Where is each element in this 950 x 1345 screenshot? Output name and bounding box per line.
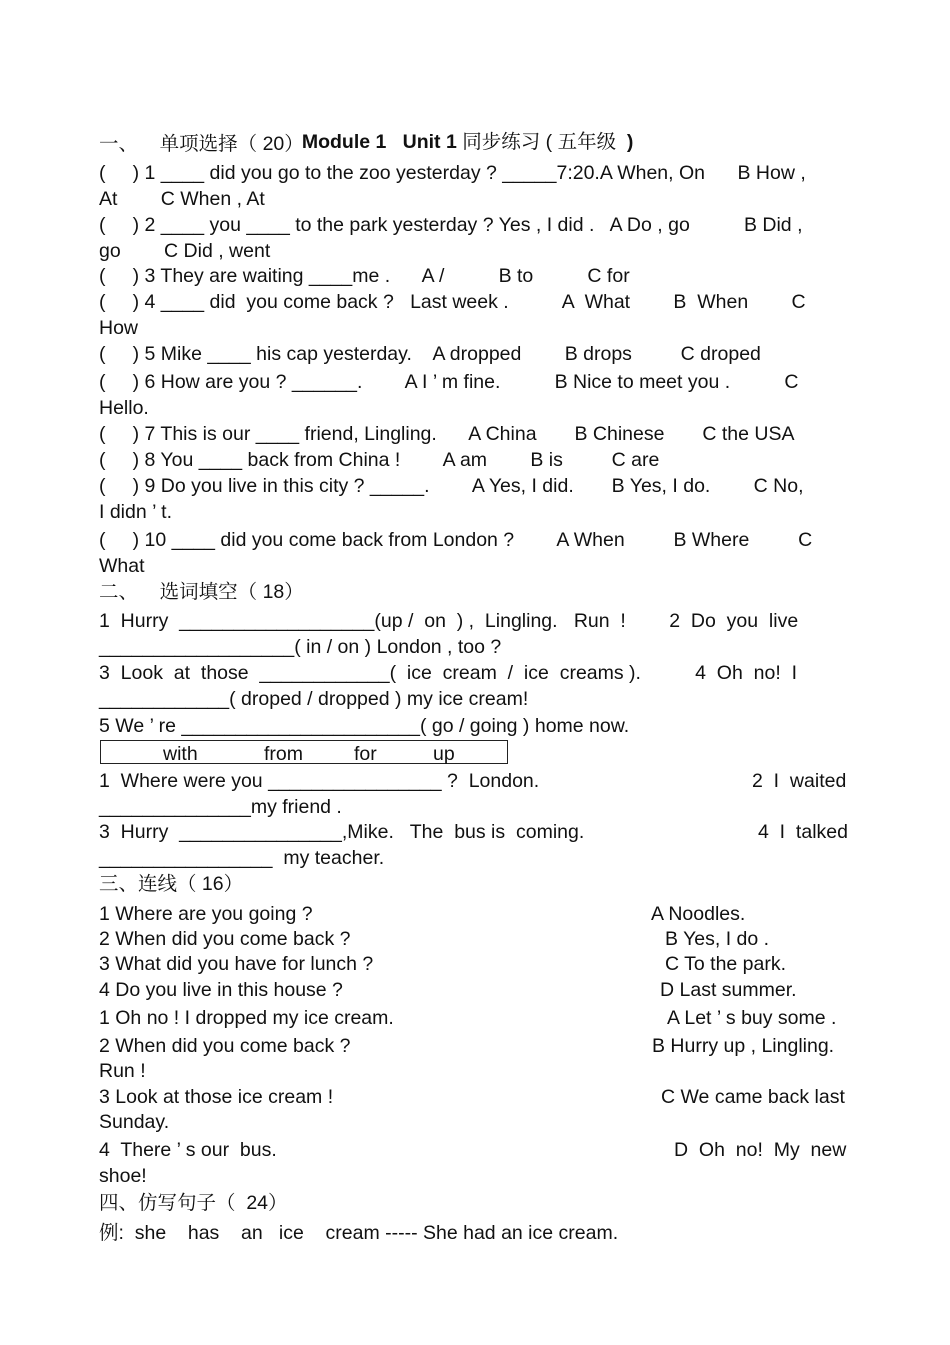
section3-heading: 三、连线（ 16） [99, 873, 244, 895]
match-right: D Oh no! My new [674, 1139, 847, 1161]
match-wrap: Run ! [99, 1060, 146, 1082]
match-left: 2 When did you come back ? [99, 1035, 351, 1057]
fill-line: __________________( in / on ) London , too ? [99, 636, 502, 658]
section2-heading: 二、 选词填空（ 18） [99, 581, 304, 603]
question-line: ( ) 5 Mike ____ his cap yesterday. A dropped B drops C droped [99, 343, 761, 365]
title-close: ) [626, 131, 634, 153]
question-line: ( ) 8 You ____ back from China ! A am B is C are [99, 449, 660, 471]
word-box-item: with [163, 743, 198, 765]
fill-line: 5 We ’ re ______________________( go / going ) home now. [99, 715, 630, 737]
fill-line: 3 Hurry _______________,Mike. The bus is coming. [99, 821, 585, 843]
question-line: ( ) 7 This is our ____ friend, Lingling. A China B Chinese C the USA [99, 423, 795, 445]
match-left: 3 Look at those ice cream ! [99, 1086, 334, 1108]
title-unit: Unit 1 [402, 131, 457, 153]
page-title [291, 106, 633, 154]
word-box-item: up [433, 743, 455, 765]
question-line: How [99, 317, 139, 339]
question-line: ( ) 1 ____ did you go to the zoo yesterday ? _____7:20.A When, On B How , [99, 162, 806, 184]
question-line: ( ) 3 They are waiting ____me . A / B to C for [99, 265, 630, 287]
match-left: 2 When did you come back ? [99, 928, 351, 950]
match-right: A Let ’ s buy some . [667, 1007, 837, 1029]
question-line: go C Did , went [99, 240, 271, 262]
title-grade: 五年级 [557, 131, 617, 153]
title-subtitle: 同步练习 ( [462, 131, 553, 153]
match-right: A Noodles. [651, 903, 746, 925]
question-line: ( ) 2 ____ you ____ to the park yesterday ? Yes , I did . A Do , go B Did , [99, 214, 803, 236]
question-line: ( ) 9 Do you live in this city ? _____. A Yes, I did. B Yes, I do. C No, [99, 475, 804, 497]
example-sentence: 例: she has an ice cream ----- She had an ice cream. [99, 1222, 619, 1244]
match-left: 1 Where are you going ? [99, 903, 313, 925]
fill-line: ______________my friend . [99, 796, 342, 818]
fill-line: 2 I waited [752, 770, 847, 792]
question-line: What [99, 555, 145, 577]
fill-line: 1 Hurry __________________(up / on ) , Lingling. Run ! 2 Do you live [99, 610, 799, 632]
question-line: I didn ’ t. [99, 501, 172, 523]
question-line: ( ) 6 How are you ? ______. A I ’ m fine. B Nice to meet you . C [99, 371, 799, 393]
match-left: 4 There ’ s our bus. [99, 1139, 277, 1161]
question-line: ( ) 10 ____ did you come back from London ? A When B Where C [99, 529, 813, 551]
question-line: At C When , At [99, 188, 265, 210]
match-left: 3 What did you have for lunch ? [99, 953, 374, 975]
fill-line: 3 Look at those ____________( ice cream / ice creams ). 4 Oh no! I [99, 662, 798, 684]
fill-line: ____________( droped / dropped ) my ice cream! [99, 688, 529, 710]
question-line: ( ) 4 ____ did you come back ? Last week . A What B When C [99, 291, 806, 313]
question-line: Hello. [99, 397, 149, 419]
match-left: 1 Oh no ! I dropped my ice cream. [99, 1007, 394, 1029]
match-right: C To the park. [665, 953, 787, 975]
section1-heading: 一、 单项选择（ 20） [99, 133, 304, 155]
section4-heading: 四、仿写句子（ 24） [99, 1192, 288, 1214]
word-box-item: for [354, 743, 377, 765]
fill-line: 4 I talked [758, 821, 848, 843]
word-box [100, 740, 508, 764]
fill-line: ________________ my teacher. [99, 847, 385, 869]
match-right: C We came back last [661, 1086, 845, 1108]
match-wrap: Sunday. [99, 1111, 170, 1133]
match-right: D Last summer. [660, 979, 797, 1001]
match-right: B Yes, I do . [665, 928, 770, 950]
match-left: 4 Do you live in this house ? [99, 979, 343, 1001]
match-wrap: shoe! [99, 1165, 147, 1187]
word-box-item: from [264, 743, 303, 765]
match-right: B Hurry up , Lingling. [652, 1035, 835, 1057]
fill-line: 1 Where were you ________________ ? London. [99, 770, 540, 792]
title-module: Module 1 [301, 131, 387, 153]
